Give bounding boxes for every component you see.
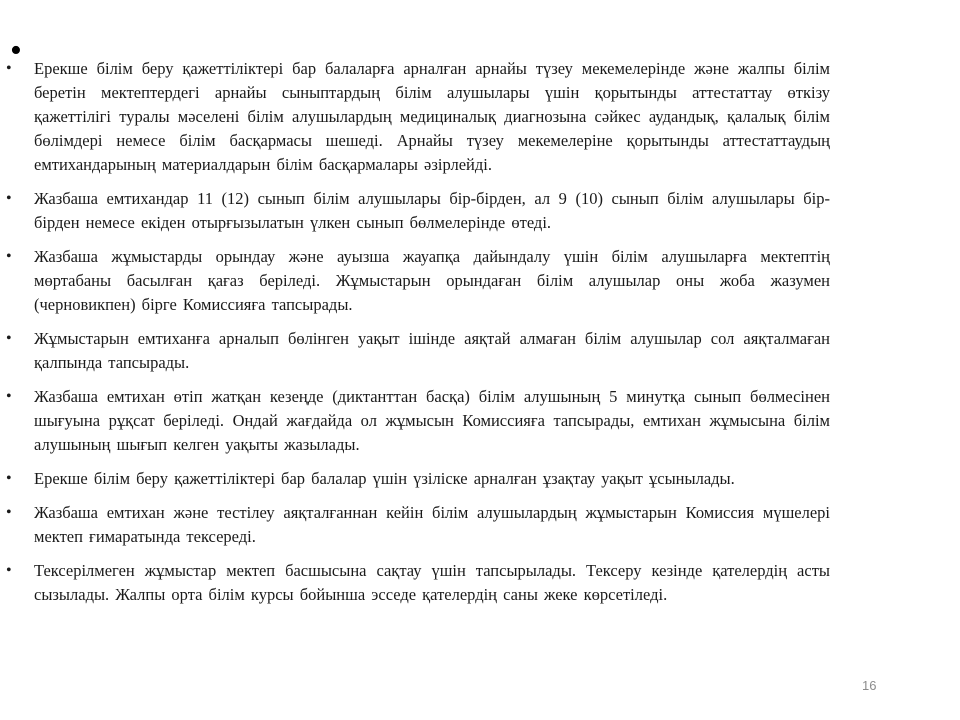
page-number: 16 bbox=[862, 678, 877, 693]
bullet-item bbox=[0, 327, 830, 375]
bullet-icon: • bbox=[6, 562, 12, 579]
bullet-item bbox=[0, 57, 830, 177]
bullet-text: Ерекше білім беру қажеттіліктері бар балалар үшін үзіліске арналған ұзақтау уақыт ұсынылады. bbox=[34, 469, 735, 488]
bullet-icon: • bbox=[6, 470, 12, 487]
bullet-icon: • bbox=[6, 504, 12, 521]
bullet-icon: • bbox=[6, 248, 12, 265]
bullet-item bbox=[0, 187, 830, 235]
bullet-text: Жазбаша емтихан және тестілеу аяқталғаннан кейін білім алушылардың жұмыстарын Комиссия мүшелері мектеп ғимаратында тексереді. bbox=[34, 503, 830, 546]
bullet-item bbox=[0, 501, 830, 549]
bullet-icon: • bbox=[6, 190, 12, 207]
bullet-text: Ерекше білім беру қажеттіліктері бар балаларға арналған арнайы түзеу мекемелерінде және жалпы білім беретін мектептердегі арнайы сыныптардың білім алушылары үшін қорытынды аттестаттау өткізу қажеттілігі туралы мәселені білім алушылардың медициналық диагнозына сәйкес аудандық, қалалық білім бөлімдері немесе білім басқармасы шешеді. Арнайы түзеу мекемелеріне қорытынды аттестаттаудың емтихандарының материалдарын білім басқармалары әзірлейді. bbox=[34, 59, 830, 174]
bullet-item bbox=[0, 559, 830, 607]
bullet-text: Жазбаша жұмыстарды орындау және ауызша жауапқа дайындалу үшін білім алушыларға мектептің мөртабаны басылған қағаз беріледі. Жұмыстарын орындаған білім алушылар оны жоба жазумен (черновикпен) бірге Комиссияға тапсырады. bbox=[34, 247, 830, 314]
bullet-icon: • bbox=[6, 388, 12, 405]
title-placeholder-bullet: • bbox=[10, 32, 22, 69]
bullet-icon: • bbox=[6, 60, 12, 77]
bullet-list bbox=[0, 57, 830, 617]
bullet-text: Тексерілмеген жұмыстар мектеп басшысына сақтау үшін тапсырылады. Тексеру кезінде қателердің асты сызылады. Жалпы орта білім курсы бойынша эсседе қателердің саны жеке көрсетіледі. bbox=[34, 561, 830, 604]
bullet-item bbox=[0, 467, 830, 491]
bullet-item bbox=[0, 385, 830, 457]
bullet-text: Жұмыстарын емтиханға арналып бөлінген уақыт ішінде аяқтай алмаған білім алушылар сол аяқталмаған қалпында тапсырады. bbox=[34, 329, 830, 372]
bullet-text: Жазбаша емтихан өтіп жатқан кезеңде (диктанттан басқа) білім алушының 5 минутқа сынып бөлмесінен шығуына рұқсат беріледі. Ондай жағдайда ол жұмысын Комиссияға тапсырады, емтихан жұмысына білім алушының шығып келген уақыты жазылады. bbox=[34, 387, 830, 454]
bullet-text: Жазбаша емтихандар 11 (12) сынып білім алушылары бір-бірден, ал 9 (10) сынып білім алушылары бір-бірден немесе екіден отырғызылатын үлкен сынып бөлмелерінде өтеді. bbox=[34, 189, 830, 232]
bullet-icon: • bbox=[6, 330, 12, 347]
bullet-item bbox=[0, 245, 830, 317]
